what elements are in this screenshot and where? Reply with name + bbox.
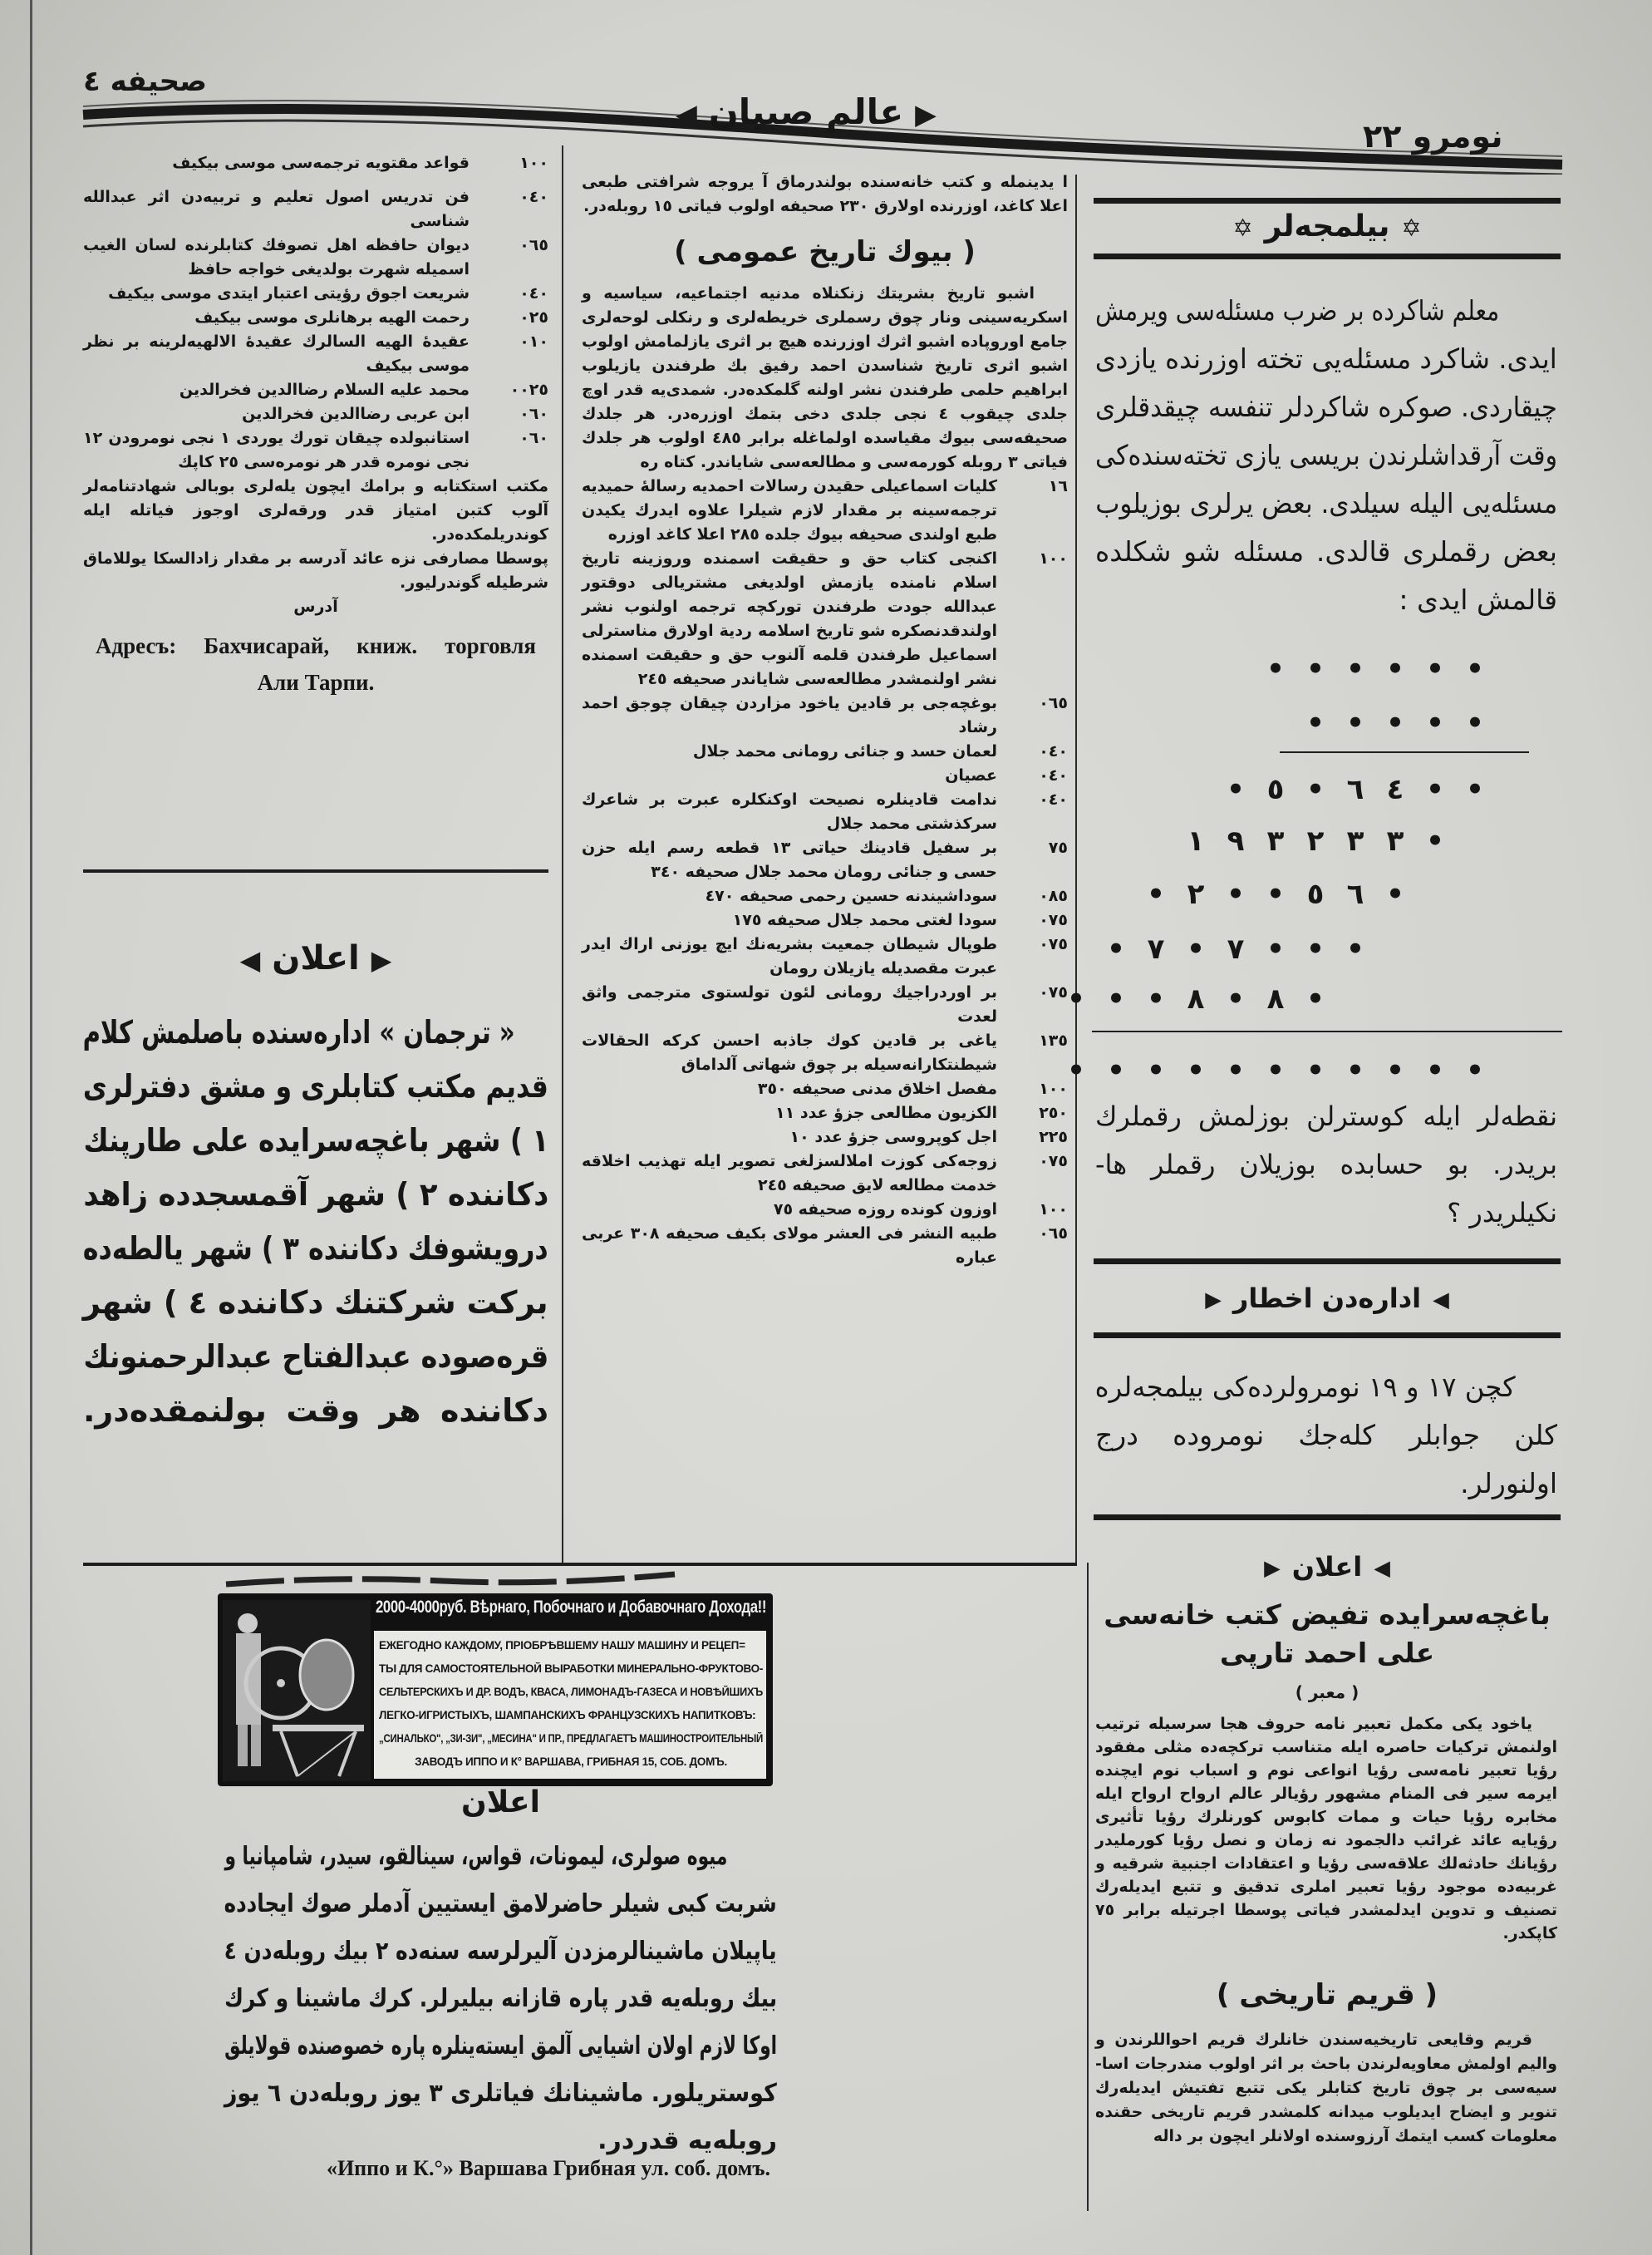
puzzle-missing-digit: • bbox=[1266, 1054, 1285, 1087]
book-price: ٠٦٠ bbox=[519, 405, 548, 423]
line-text: ЗАВОДЪ ИППО И К° ВАРШАВА, ГРИБНАЯ 15, СОБ. ДОМЪ. bbox=[415, 1755, 727, 1768]
text-line bbox=[1095, 1140, 1557, 1189]
book-item bbox=[582, 933, 1068, 981]
crimea-history-body: قریم وقایعی تاریخیه‌سندن خانلرك قریم احواللرندن و والیم اولمش معاویه‌لرندن باحث بر اثر اولوب مندرجات اسا-سیه‌سی بر چوق تاریخ کتابلر یکی تتبع تفتیش ایدیله‌رك تنویر و ایضاح ایدیلوب میدانه کلمشدر قریم تاریخی حقنده معلومات کسب ایتمك آرزوسنده اولانلر ایچون بر داله bbox=[1095, 2031, 1557, 2145]
puzzle-missing-digit: • bbox=[1227, 773, 1245, 806]
left-ad-title bbox=[83, 939, 548, 977]
intro-text: ا یدینمله و کتب خانه‌سنده بولندرماق آ یروجه شرافتی طبعی اعلا کاغد، اوزرنده اولارق ٢٣٠ صحیفه اولوب فیاتی ١٥ روبله‌در. bbox=[582, 173, 1068, 215]
text-line bbox=[1095, 480, 1557, 528]
line-text: « ترجمان » اداره‌سنده باصلمش کلام bbox=[82, 1014, 515, 1051]
puzzle-missing-digit: • bbox=[1386, 1054, 1404, 1087]
puzzle-row bbox=[1096, 933, 1375, 966]
puzzle-digit: ٨ bbox=[1187, 982, 1205, 1016]
book-title: قواعد مقتویه ترجمه‌سی موسی بیکیف bbox=[172, 154, 470, 172]
header-rule bbox=[1094, 1514, 1561, 1520]
puzzle-missing-digit: • bbox=[1187, 933, 1205, 966]
column-divider bbox=[562, 145, 563, 1564]
line-text: معلم شاکرده بر ضرب مسئله‌سی ویرمش bbox=[1095, 294, 1499, 327]
book-title: یاغی بر قادین کوك جاذبه احسن کرکه الحقالات شیطنتکارانه‌سیله بر چوق شهاتی آلداماق bbox=[582, 1031, 997, 1074]
line-text: قدیم مکتب کتابلری و مشق دفترلری bbox=[82, 1068, 548, 1105]
header-rule bbox=[1094, 1258, 1561, 1264]
book-item bbox=[83, 378, 548, 402]
line-text: یاپیلان ماشینالرمزدن آلیرلرسه سنه‌ده ٢ بیك روبله‌دن ٤ bbox=[224, 1937, 777, 1966]
ad-line bbox=[224, 1975, 777, 2022]
text-line bbox=[1095, 431, 1557, 480]
ornament-icon: ◀ bbox=[1374, 1556, 1390, 1581]
left-ad-body bbox=[83, 1006, 548, 1438]
book-item bbox=[582, 547, 1068, 692]
notice-title bbox=[1094, 1283, 1561, 1314]
puzzle-digit: ٥ bbox=[1306, 878, 1325, 911]
address-label: آدرس bbox=[293, 598, 338, 616]
book-price: ٠٧٥ bbox=[1039, 1152, 1068, 1170]
book-item bbox=[582, 1222, 1068, 1270]
ad-line bbox=[83, 1222, 548, 1276]
ornament-icon: ◀ bbox=[676, 98, 697, 130]
ad-line: روبله‌یه قدردر. bbox=[597, 2126, 777, 2155]
puzzle-missing-digit: • bbox=[1227, 1054, 1245, 1087]
book-item bbox=[582, 908, 1068, 933]
header-rule bbox=[1094, 198, 1561, 204]
ad-line bbox=[379, 1634, 763, 1657]
book-title: سوداشیندنه حسین رحمی صحیفه ٤٧٠ bbox=[705, 887, 997, 905]
line-text: ١ ) شهر باغچه‌سرایده علی طارپنك bbox=[83, 1122, 548, 1159]
book-price: ٠٤٠ bbox=[519, 284, 548, 303]
book-price: ١٠٠ bbox=[1039, 1200, 1068, 1219]
book-title: لعمان حسد و جنائی رومانی محمد جلال bbox=[692, 742, 997, 761]
puzzle-missing-digit: • bbox=[1346, 707, 1364, 740]
line-text: درویشوفك دکاننده ٣ ) شهر یالطه‌ده bbox=[83, 1230, 548, 1267]
russian-ad-body bbox=[379, 1634, 763, 1774]
ad-line bbox=[83, 1060, 548, 1114]
book-item bbox=[582, 836, 1068, 884]
ad-line bbox=[83, 1168, 548, 1222]
puzzle-missing-digit: • bbox=[1346, 933, 1364, 966]
puzzle-row bbox=[1256, 652, 1495, 686]
ornament-icon: ▶ bbox=[915, 98, 937, 130]
puzzle-missing-digit: • bbox=[1067, 1054, 1085, 1087]
book-title: محمد علیه السلام رضاالدین فخرالدین bbox=[179, 381, 470, 399]
book-title: مفصل اخلاق مدنی صحیفه ٣٥٠ bbox=[757, 1080, 997, 1098]
ad-line bbox=[379, 1727, 763, 1750]
puzzle-missing-digit: • bbox=[1306, 707, 1325, 740]
ornament-icon: ▶ bbox=[1264, 1556, 1281, 1581]
note-text: پوسطا مصارفی نزه عائد آدرسه بر مقدار زادالسکا یوللاماق شرطیله گوندرلیور. bbox=[83, 549, 548, 592]
book-item bbox=[582, 1077, 1068, 1101]
ad-line bbox=[83, 1276, 548, 1330]
book-item bbox=[83, 185, 548, 234]
puzzle-missing-digit: • bbox=[1306, 933, 1325, 966]
book-price: ١٠٠ bbox=[519, 154, 548, 172]
puzzle-missing-digit: • bbox=[1306, 1054, 1325, 1087]
puzzles-title-text: بیلمجه‌لر bbox=[1264, 209, 1390, 244]
book-price: ٠٧٥ bbox=[1039, 911, 1068, 929]
line-text: Адресъ: Бахчисарай, книж. торговля bbox=[96, 633, 536, 658]
headline-line bbox=[1094, 1596, 1561, 1634]
text-line bbox=[1095, 1092, 1557, 1140]
book-price: ٠٨٥ bbox=[1039, 887, 1068, 905]
text-line bbox=[1095, 383, 1557, 431]
puzzle-missing-digit: • bbox=[1466, 707, 1484, 740]
text-line: قالمش ایدی : bbox=[1399, 583, 1557, 616]
book-title: ابن عربی رضاالدین فخرالدین bbox=[242, 405, 470, 423]
bookstore-subtitle: ( معبر ) bbox=[1295, 1682, 1359, 1702]
puzzle-digit: ٧ bbox=[1147, 933, 1165, 966]
puzzle-digit: ٦ bbox=[1346, 773, 1364, 806]
ornament-icon: ▶ bbox=[371, 944, 392, 976]
puzzle-missing-digit: • bbox=[1266, 933, 1285, 966]
puzzle-digit: ٧ bbox=[1227, 933, 1245, 966]
puzzle-missing-digit: • bbox=[1187, 1054, 1205, 1087]
bookstore-ad-title bbox=[1094, 1551, 1561, 1583]
russian-ad-headline bbox=[376, 1598, 766, 1617]
puzzle-missing-digit: • bbox=[1466, 652, 1484, 686]
book-item bbox=[582, 1125, 1068, 1150]
book-item bbox=[582, 981, 1068, 1029]
puzzle-digit: ٣ bbox=[1386, 825, 1404, 858]
book-item bbox=[83, 282, 548, 306]
ad-line bbox=[83, 1114, 548, 1168]
text-line bbox=[1095, 287, 1557, 335]
puzzle-missing-digit: • bbox=[1426, 825, 1444, 858]
text-line bbox=[1095, 1411, 1557, 1460]
puzzle-digit: ٦ bbox=[1346, 878, 1364, 911]
book-item bbox=[582, 740, 1068, 764]
text-line: اولنورلر. bbox=[1460, 1467, 1557, 1499]
book-item bbox=[83, 234, 548, 282]
line-text: بعض رقملری قالدی. مسئله شو شکلده bbox=[1095, 535, 1557, 568]
book-price: ٠٧٥ bbox=[1039, 935, 1068, 953]
ad-line bbox=[83, 1006, 548, 1060]
line-text: „СИНАЛЬКО", „ЗИ-ЗИ", „МЕСИНА" И ПР., ПРЕДЛАГАЕТЪ МАШИНОСТРОИТЕЛЬНЫЙ bbox=[379, 1732, 764, 1745]
line-text: اوکا لازم اولان اشیایی آلمق ایسته‌ینلره پاره خصوصنده قولایلق bbox=[224, 2031, 777, 2061]
puzzle-missing-digit: • bbox=[1227, 878, 1245, 911]
book-title: زوجه‌کی کوزت املالسزلغی تصویر ایله تهذیب اخلاقه خدمت مطالعه لایق صحیفه ٢٤٥ bbox=[582, 1152, 997, 1194]
puzzle-digit: ٣ bbox=[1266, 825, 1285, 858]
book-price: ٠٧٥ bbox=[1039, 983, 1068, 1002]
book-title: بر اوردراجیك رومانی لئون تولستوی مترجمی واثق لعدت bbox=[582, 983, 997, 1026]
book-item bbox=[582, 1198, 1068, 1222]
ad-line bbox=[379, 1750, 763, 1774]
book-title: عصیان bbox=[945, 766, 997, 785]
text-line bbox=[1095, 1363, 1557, 1411]
puzzle-digit: ٤ bbox=[1386, 773, 1404, 806]
puzzle-missing-digit: • bbox=[1147, 1054, 1165, 1087]
ad-line bbox=[379, 1657, 763, 1681]
line-text: ایدی. شاکرد مسئله‌یی تخته اوزرنده یازدی bbox=[1094, 342, 1557, 375]
book-title: اوزون کونده روزه صحیفه ٧٥ bbox=[773, 1200, 997, 1219]
line-text: میوه صولری، لیمونات، قواس، سینالقو، سیدر، شامپانیا و bbox=[224, 1842, 727, 1871]
issue-number: نومرو ٢٢ bbox=[1363, 118, 1503, 155]
book-price: ٠٦٥ bbox=[1039, 694, 1068, 712]
notice-body bbox=[1095, 1363, 1557, 1508]
book-item bbox=[83, 151, 548, 175]
text-line bbox=[1095, 335, 1557, 383]
puzzle-missing-digit: • bbox=[1386, 707, 1404, 740]
book-title: طوپال شیطان جمعیت بشریه‌نك ایچ یوزنی اراك ایدر عبرت مقصدیله یازیلان رومان bbox=[582, 935, 997, 977]
puzzle-missing-digit: • bbox=[1266, 878, 1285, 911]
book-price: ٠٦٥ bbox=[1039, 1224, 1068, 1243]
page-divider bbox=[83, 1563, 1077, 1566]
ad-line bbox=[379, 1704, 763, 1727]
ad-line bbox=[379, 1681, 763, 1704]
line-text: СЕЛЬТЕРСКИХЪ И ДР. ВОДЪ, КВАСА, ЛИМОНАДЪ-ГАЗЕСА И НОВѢЙШИХЪ bbox=[379, 1686, 763, 1698]
puzzle-missing-digit: • bbox=[1386, 652, 1404, 686]
puzzle-missing-digit: • bbox=[1426, 707, 1444, 740]
section-divider bbox=[83, 869, 548, 873]
newspaper-title bbox=[632, 91, 981, 132]
bottom-ad-title: اعلان bbox=[461, 1785, 540, 1819]
book-price: ٠٤٠ bbox=[1039, 742, 1068, 761]
book-price: ٠٠٢٥ bbox=[509, 381, 548, 399]
book-title: فن تدریس اصول تعلیم و تربیه‌دن اثر عبدالله شناسی bbox=[83, 188, 470, 230]
book-item bbox=[83, 306, 548, 330]
puzzle-missing-digit: • bbox=[1426, 652, 1444, 686]
book-title: ندامت قادینلره نصیحت اوکنکلره عبرت بر شاعرك سرکذشتی محمد جلال bbox=[582, 790, 997, 833]
book-title: اکنجی کتاب حق و حقیقت اسمنده وروزینه تاریخ اسلام نامنده یازمش اولدیغی مشتریالی دوقتور عبدالله جودت طرفندن تورکچه ترجمه اولنوب نشر اولندقدنصکره شو تاریخ اسلامه ردیة اولارق مناسترلی اسماعیل طرفندن قلمه آلنوب حق و حقیقت اسمنده نشر اولنمشدر مطالعه‌سی شایاندر صحیفه ٢٤٥ bbox=[582, 549, 997, 688]
line-text: ЕЖЕГОДНО КАЖДОМУ, ПРІОБРѢВШЕМУ НАШУ МАШИНУ И РЕЦЕП= bbox=[379, 1639, 745, 1652]
book-price: ٠٤٠ bbox=[1039, 766, 1068, 785]
puzzle-digit: ٥ bbox=[1266, 773, 1285, 806]
star-icon: ✡ bbox=[1401, 214, 1422, 242]
left-book-list bbox=[83, 151, 548, 701]
left-ad-title-text: اعلان bbox=[272, 939, 360, 977]
ad-line bbox=[224, 1833, 777, 1880]
headline-line: علی احمد تارپی bbox=[1219, 1637, 1435, 1669]
book-price: ١٠٠ bbox=[1039, 549, 1068, 568]
line-text: بریدر. بو حسابده بوزیلان رقملر ها- bbox=[1095, 1149, 1557, 1180]
ad-line bbox=[224, 2070, 777, 2117]
note-text: مکتب استکتابه و برامك ایچون یله‌لری بوبالی شهادتنامه‌لر آلوب کتبن امتیاز قدر ورقه‌لری اوجوز فیاتله ایله کوندریلمکده‌در. bbox=[83, 477, 548, 544]
puzzle-missing-digit: • bbox=[1107, 982, 1125, 1016]
book-price: ٢٥٠ bbox=[1039, 1104, 1068, 1122]
book-price: ٧٥ bbox=[1048, 839, 1068, 857]
line-text: کوستریلور. ماشینانك فیاتلری ٣ یوز روبله‌دن ٦ یوز bbox=[224, 2079, 777, 2108]
puzzle-missing-digit: • bbox=[1466, 1054, 1484, 1087]
header-rule bbox=[1094, 1332, 1561, 1338]
puzzle-missing-digit: • bbox=[1266, 652, 1285, 686]
middle-column bbox=[582, 170, 1068, 1270]
book-price: ٠٦٥ bbox=[519, 236, 548, 254]
puzzle-row bbox=[1296, 707, 1495, 740]
sum-rule bbox=[1280, 751, 1529, 753]
book-price: ٠١٠ bbox=[519, 332, 548, 351]
book-item bbox=[582, 692, 1068, 740]
title-text: عالم صبیان bbox=[708, 91, 904, 132]
text-line: نکیلریدر ؟ bbox=[1447, 1197, 1557, 1228]
puzzle-row bbox=[1056, 1054, 1495, 1087]
puzzle-missing-digit: • bbox=[1227, 982, 1245, 1016]
book-item bbox=[582, 884, 1068, 908]
puzzle-digit: ٩ bbox=[1227, 825, 1245, 858]
puzzle-missing-digit: • bbox=[1466, 773, 1484, 806]
puzzle-missing-digit: • bbox=[1306, 773, 1325, 806]
line-text: کچن ١٧ و ١٩ نومرولرده‌کی بیلمجه‌لره bbox=[1095, 1371, 1516, 1403]
puzzle-text bbox=[1095, 287, 1557, 624]
book-title: استانبولده چیقان تورك یوردی ١ نجی نومرودن ١٢ نجی نومره قدر هر نومره‌سی ٢٥ کاپك bbox=[83, 429, 470, 471]
book-title: بوغچه‌جی بر قادین یاخود مزاردن چیقان چوجق احمد رشاد bbox=[582, 694, 997, 736]
line-text: بیك روبله‌یه قدر پاره قازانه بیلیرلر. کرك ماشینا و کرك bbox=[224, 1984, 777, 2013]
sum-rule bbox=[1092, 1031, 1562, 1032]
header-rule bbox=[1094, 254, 1561, 259]
book-item bbox=[83, 426, 548, 475]
machine-illustration bbox=[223, 1600, 371, 1781]
book-title: اجل کوپروسی جزؤ عدد ١٠ bbox=[789, 1128, 997, 1146]
ornament-icon: ◀ bbox=[1433, 1288, 1449, 1312]
line-text: قره‌صوده عبدالفتاح عبدالرحمنونك bbox=[83, 1338, 548, 1375]
ad-line bbox=[224, 1880, 777, 1928]
book-item bbox=[582, 764, 1068, 788]
bottom-ad-body bbox=[224, 1833, 777, 2164]
line-text: دکاننده هر وقت بولنمقده‌در. bbox=[83, 1392, 548, 1429]
ad-line bbox=[224, 2022, 777, 2070]
bookstore-body: یاخود یکی مکمل تعبیر نامه حروف هجا سرسیله ترتیب اولنمش ترکیات حاصره ایله متناسب ترکچه‌ده مثلی مفقود رؤیا تعبیر نامه‌سی رؤیا انواعی نوم و اسباب نوم ایچنده ایرمه سیر فی المنام مشهور رؤیالر عالم ارواح ارواح ایله مخابره رؤیا حیات و ممات کابوس کورنلرك رؤیا تأثیری رؤیایه عائد غرائب دالجمود نه زمان و نصل رؤیا کورملیدر رؤیانك حادثه‌لك علاقه‌سی رؤیا و اعتقادات اجنبیة شرقیه و غربیه‌ده موجود رؤیا تعبیر املری تدقیق و تتبع ایدیله‌رك تصنیف و تدوین ایدلمشدر فیاتی پوسطا اجرتیله برابر ٧٥ کاپکدر. bbox=[1095, 1715, 1557, 1942]
russian-address-line bbox=[96, 628, 536, 664]
puzzle-question bbox=[1095, 1092, 1557, 1237]
crimea-history-title: ( قریم تاریخی ) bbox=[1216, 1978, 1438, 2011]
book-item bbox=[582, 1029, 1068, 1077]
book-price: ٠٦٠ bbox=[519, 429, 548, 447]
ornament-icon: ◀ bbox=[239, 944, 261, 976]
book-item bbox=[582, 1150, 1068, 1198]
notice-title-text: اداره‌دن اخطار bbox=[1232, 1283, 1422, 1314]
star-icon: ✡ bbox=[1232, 214, 1253, 242]
book-title: سودا لغتی محمد جلال صحیفه ١٧٥ bbox=[732, 911, 997, 929]
line-text: شربت کبی شیلر حاضرلامق ایستیین آدملر صوك ایجادده bbox=[224, 1889, 777, 1918]
book-title: شریعت اجوق رؤیتی اعتبار ایتدی موسی بیکیف bbox=[108, 284, 470, 303]
ad-line bbox=[224, 1928, 777, 1975]
ad-line bbox=[83, 1330, 548, 1384]
puzzle-digit: ٨ bbox=[1266, 982, 1285, 1016]
puzzle-row bbox=[1176, 825, 1455, 858]
page-number: صحیفه ٤ bbox=[83, 65, 207, 98]
book-item bbox=[83, 330, 548, 378]
book-title: رحمت الهیه برهانلری موسی بیکیف bbox=[194, 308, 470, 327]
text-line bbox=[1095, 528, 1557, 576]
puzzle-missing-digit: • bbox=[1346, 652, 1364, 686]
line-text: نقطه‌لر ایله کوسترلن بوزلمش رقملرك bbox=[1095, 1100, 1557, 1132]
book-item bbox=[582, 788, 1068, 836]
line-text: ТЫ ДЛЯ САМОСТОЯТЕЛЬНОЙ ВЫРАБОТКИ МИНЕРАЛЬНО-ФРУКТОВО- bbox=[379, 1662, 764, 1675]
section-title: ( بیوك تاریخ عمومی ) bbox=[674, 235, 976, 268]
book-title: کلیات اسماعیلی حقیدن رسالات احمدیه رسالهٔ حمیدیه ترجمه‌سینه بر مقدار لازم شیلرا علاوه ایدرك یکیدن طبع اولندی صحیفه بیوك جلده ٢٨٥ اعلا کاغد اوزره bbox=[582, 477, 997, 544]
line-text: وقت آرقداشلرندن بریسی یازی تخته‌سنده‌کی bbox=[1094, 439, 1557, 471]
book-price: ١٣٥ bbox=[1039, 1031, 1068, 1050]
book-title: طبیه النشر فی العشر مولای بکیف صحیفه ٣٠٨ عربی عباره bbox=[582, 1224, 997, 1267]
bottom-ad-address: «Иппо и К.°» Варшава Грибная ул. соб. домъ. bbox=[326, 2156, 771, 2180]
puzzle-missing-digit: • bbox=[1147, 878, 1165, 911]
puzzle-missing-digit: • bbox=[1306, 982, 1325, 1016]
line-text: برکت شرکتنك دکاننده ٤ ) شهر bbox=[83, 1284, 549, 1321]
book-title: عقیدهٔ الهیه السالرك عقیدهٔ الالهیه‌لرینه بر نظر موسی بیکیف bbox=[83, 332, 470, 375]
book-title: دیوان حافظه اهل تصوفك کتابلرنده لسان الغیب اسمیله شهرت بولدیغی خواجه حافظ bbox=[83, 236, 470, 278]
puzzle-row bbox=[1136, 878, 1415, 911]
book-price: ٠٤٠ bbox=[519, 188, 548, 206]
puzzle-digit: ٣ bbox=[1346, 825, 1364, 858]
puzzle-digit: ١ bbox=[1187, 825, 1205, 858]
section-body: اشبو تاریخ بشریتك زنکنلاه مدنیه اجتماعیه، سیاسیه و اسکریه‌سینی ونار چوق رسملری خریطه‌لری و رنکلی لوحه‌لری جامع اوروپاده اشبو اثرك اوزرنده هیچ بر اثری یازلمامش اولوب اشبو اثری تاریخ شناسدن احمد رفیق بك طرفندن یازیلوب ابراهیم حلمی طرفندن نشر اولنه گلمکده‌در. شمدی‌یه قدر اوچ جلدی چیقوب ٤ نجی جلدی دخی بتمك اوزره‌در. هر جلدك صحیفه‌سی بیوك مقیاسده اولماغله برابر ٤٨٥ اولوب هر جلدك فیاتی ٣ روبله کورمه‌سی و مطالعه‌سی شایاندر. کتاه ره bbox=[582, 284, 1069, 471]
book-price: ١٠٠ bbox=[1039, 1080, 1068, 1098]
line-text: 2000-4000руб. Вѣрнаго, Побочнаго и Добавочнаго Дохода!! bbox=[376, 1598, 767, 1617]
puzzles-title bbox=[1094, 209, 1561, 244]
puzzle-missing-digit: • bbox=[1107, 1054, 1125, 1087]
russian-address-name: Али Тарпи. bbox=[257, 670, 375, 695]
line-text: باغچه‌سرایده تفیض کتب خانه‌سی bbox=[1104, 1598, 1551, 1631]
ad-line bbox=[83, 1384, 548, 1438]
puzzle-missing-digit: • bbox=[1107, 933, 1125, 966]
puzzle-missing-digit: • bbox=[1067, 982, 1085, 1016]
bookstore-headline bbox=[1094, 1596, 1561, 1672]
book-price: ٠٤٠ bbox=[1039, 790, 1068, 809]
book-item bbox=[582, 1101, 1068, 1125]
book-price: ٢٢٥ bbox=[1039, 1128, 1068, 1146]
puzzle-missing-digit: • bbox=[1306, 652, 1325, 686]
line-text: دکاننده ٢ ) شهر آقمسجدده زاهد bbox=[83, 1176, 548, 1213]
line-text: مسئله‌یی الیله سیلدی. بعض یرلری بوزیلوب bbox=[1095, 487, 1557, 519]
puzzle-row bbox=[1216, 773, 1495, 806]
puzzle-row bbox=[1056, 982, 1335, 1016]
puzzle-digit: ٢ bbox=[1187, 878, 1205, 911]
book-title: بر سفیل قادینك حیاتی ١٣ قطعه رسم ایله حزن حسی و جنائی رومان محمد جلال صحیفه ٣٤٠ bbox=[582, 839, 997, 881]
book-item bbox=[83, 402, 548, 426]
puzzle-missing-digit: • bbox=[1386, 878, 1404, 911]
ornament-icon: ▶ bbox=[1205, 1288, 1222, 1312]
book-title: الکزیون مطالعی جزؤ عدد ١١ bbox=[775, 1104, 997, 1122]
bookstore-ad-title-text: اعلان bbox=[1291, 1551, 1363, 1583]
book-price: ٠٢٥ bbox=[519, 308, 548, 327]
puzzle-missing-digit: • bbox=[1426, 1054, 1444, 1087]
line-text: کلن جوابلر کله‌جك نومروده درج bbox=[1095, 1419, 1557, 1451]
puzzle-missing-digit: • bbox=[1426, 773, 1444, 806]
ad-ornament-band bbox=[218, 1569, 683, 1591]
book-item bbox=[582, 475, 1068, 547]
line-text: ЛЕГКО-ИГРИСТЫХЪ, ШАМПАНСКИХЪ ФРАНЦУЗСКИХЪ НАПИТКОВЪ: bbox=[379, 1709, 756, 1721]
book-price: ١٦ bbox=[1048, 477, 1068, 495]
puzzle-missing-digit: • bbox=[1346, 1054, 1364, 1087]
column-divider bbox=[1087, 1563, 1089, 2211]
line-text: چیقاردی. صوکره شاکردلر تنفسه چیقدقلری bbox=[1095, 391, 1557, 423]
puzzle-missing-digit: • bbox=[1147, 982, 1165, 1016]
puzzle-digit: ٢ bbox=[1306, 825, 1325, 858]
